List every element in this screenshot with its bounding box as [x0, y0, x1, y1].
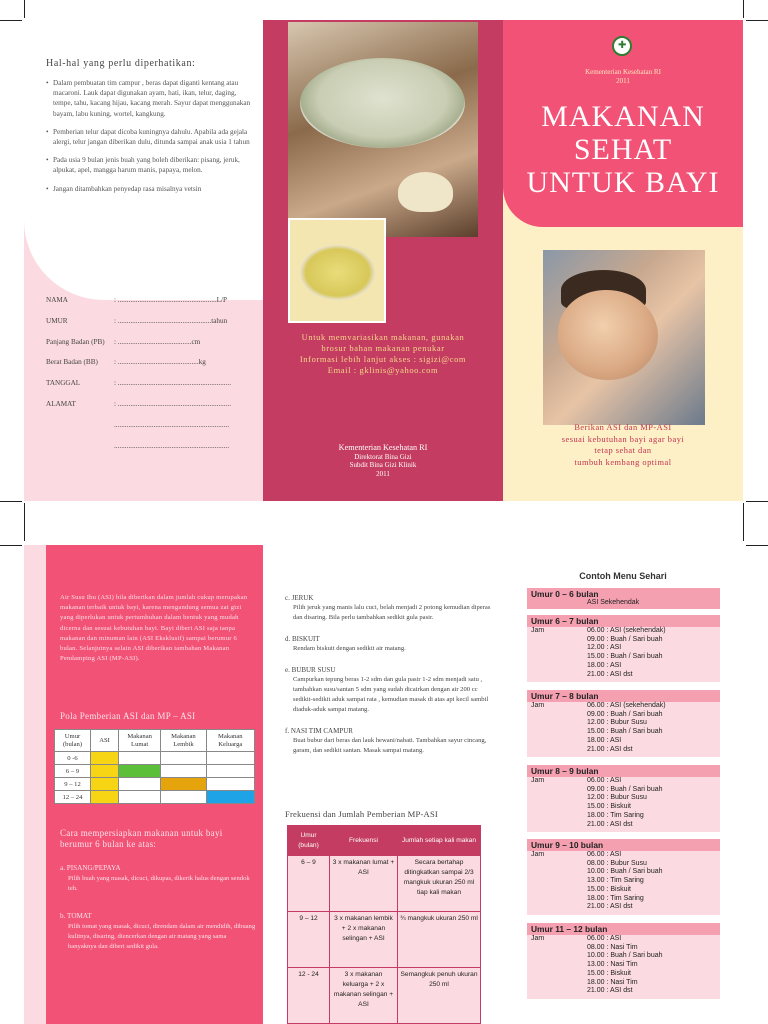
- menu-line: 06.00 : ASI: [587, 851, 622, 858]
- middle-back-panel: [263, 20, 503, 501]
- menu-block: [527, 839, 720, 915]
- frek-amount: Semangkuk penuh ukuran 250 ml: [398, 968, 481, 1024]
- form-field-tanggal[interactable]: : ...............................................................: [114, 379, 231, 388]
- baby-photo: [543, 250, 705, 425]
- pola-cell: [206, 778, 254, 791]
- recipe-body: Buat bubur dari beras dan lauk hewani/nabati. Tambahkan sayur cincang, garam, dan sedikit santan. Masak sampai matang.: [293, 737, 487, 754]
- pola-cell: [206, 752, 254, 765]
- crop-mark: [24, 0, 25, 18]
- jam-label: Jam: [531, 935, 545, 942]
- info-text: [271, 332, 495, 376]
- menu-block: [527, 690, 720, 757]
- title-line: MAKANAN: [541, 100, 705, 133]
- recipe-body: Pilih tomat yang masak, dicuci, direndam dalam air mendidih, dibuang kulitnya, disaring, diencerkan dengan air matang yang sama banyaknya dan diberi sedikit gula.: [68, 923, 256, 950]
- crop-mark: [743, 0, 744, 18]
- cover-title: [503, 100, 743, 199]
- crop-mark: [0, 545, 22, 546]
- menu-line: 08.00 : Bubur Susu: [587, 859, 647, 867]
- pola-title: Pola Pemberian ASI dan MP – ASI: [60, 711, 196, 721]
- menu-block-body: [527, 627, 720, 682]
- frek-age: 9 – 12: [288, 912, 330, 968]
- cover-year: 2011: [616, 76, 630, 85]
- frek-freq: 3 x makanan lembik + 2 x makanan selingan + ASI: [330, 912, 398, 968]
- menu-line: 15.00 : Biskuit: [587, 969, 631, 977]
- form-field-alamat-2[interactable]: ................................................................: [114, 420, 229, 429]
- menu-line: 18.00 : Nasi Tim: [587, 978, 638, 986]
- asi-intro: Air Susu Ibu (ASI) bila diberikan dalam jumlah cukup merupakan makanan terbaik untuk bayi, karena mengandung semua zat gizi yang diperlukan untuk pertumbuhan dalam bentuk yang mudah dicerna dan sesuai kebutuhan bayi. Bayi diberi ASI saja tanpa makanan dan minuman lain (ASI Eksklusif) sampai berumur 6 bulan. Selanjutnya selain ASI diberikan tambahan Makanan Pendamping ASI (MP-ASI).: [60, 594, 248, 663]
- note-item: • Pemberian telur dapat dicoba kuningnya dahulu. Apabila ada gejala alergi, telur jangan diberikan dulu, ditunda sampai anak usia 1 tahun: [46, 127, 256, 147]
- jam-label: Jam: [531, 777, 545, 784]
- menu-block-header: [527, 765, 720, 777]
- puree-shape: [300, 245, 375, 300]
- pola-header: Makanan Keluarga: [206, 730, 254, 752]
- notes-heading: Hal-hal yang perlu diperhatikan:: [46, 58, 196, 69]
- pola-cell: [119, 778, 161, 791]
- inner-left-panel: [24, 545, 263, 1024]
- pola-age: 9 – 12: [55, 778, 91, 791]
- crop-mark: [746, 501, 768, 502]
- title-line: SEHAT: [573, 133, 673, 166]
- recipe-body: Rendam biskuit dengan sedikit air matang.: [293, 645, 406, 652]
- form-field-bb[interactable]: : .............................................kg: [114, 358, 206, 367]
- menu-age: Umur 9 – 10 bulan: [531, 840, 604, 850]
- publisher-block: [271, 444, 495, 478]
- frek-age: 12 - 24: [288, 968, 330, 1024]
- pola-cell-lembik: [161, 778, 206, 791]
- menu-line: 13.00 : Tim Saring: [587, 877, 644, 885]
- menu-line: 12.00 : Bubur Susu: [587, 719, 647, 727]
- cover-panel: [503, 20, 743, 501]
- menu-line: 21.00 : ASI dst: [587, 987, 633, 995]
- menu-block-header: [527, 923, 720, 935]
- menu-line: 15.00 : Buah / Sari buah: [587, 653, 663, 661]
- form-field-alamat[interactable]: : ...............................................................: [114, 399, 231, 408]
- cover-ministry: [503, 68, 743, 85]
- crop-mark: [0, 501, 22, 502]
- recipe-body: Pilih jeruk yang manis lalu cuci, belah menjadi 2 potong kemudian diperas dan disaring. Bila perlu tambahkan sedikit gula pasir.: [293, 604, 491, 621]
- note-item: • Pada usia 9 bulan jenis buah yang boleh diberikan: pisang, jeruk, alpukat, apel, mangga harum manis, papaya, melon.: [46, 155, 256, 175]
- caption-line: tumbuh kembang optimal: [574, 457, 672, 467]
- pola-cell: [161, 791, 206, 804]
- recipe-body: Pilih buah yang masak, dicuci, dikupas, dikerik halus dengan sendok teh.: [68, 875, 250, 892]
- publisher-year: 2011: [376, 469, 390, 478]
- cover-header: [503, 20, 743, 227]
- frek-freq: 3 x makanan lumat + ASI: [330, 856, 398, 912]
- menu-line: 08.00 : Nasi Tim: [587, 943, 638, 951]
- form-label-umur: UMUR: [46, 316, 68, 325]
- form-field-umur[interactable]: : ....................................................tahun: [114, 316, 228, 325]
- menu-age: Umur 6 – 7 bulan: [531, 616, 599, 626]
- menu-block-body: [527, 777, 720, 832]
- pola-table: [54, 729, 255, 804]
- menu-panel: [503, 545, 743, 1024]
- menu-line: 15.00 : Biskuit: [587, 803, 631, 811]
- menu-line: 10.00 : Buah / Sari buah: [587, 868, 663, 876]
- form-field-nama[interactable]: : .......................................................L/P: [114, 296, 228, 304]
- menu-block-header: [527, 690, 720, 702]
- caption-line: sesuai kebutuhan bayi agar bayi: [561, 434, 685, 444]
- form-field-pb[interactable]: : .........................................cm: [114, 337, 201, 346]
- menu-block-header: [527, 588, 720, 609]
- baby-food-photo: [288, 218, 386, 323]
- recipe-heading: d. BISKUIT: [285, 635, 320, 643]
- info-email[interactable]: Email : gklinis@yahoo.com: [327, 365, 439, 375]
- menu-line: 13.00 : Nasi Tim: [587, 961, 638, 969]
- menu-block: [527, 588, 720, 609]
- crop-mark: [24, 503, 25, 541]
- pola-cell: [119, 752, 161, 765]
- recipe-body: Campurkan tepung beras 1-2 sdm dan gula pasir 1-2 sdm menjadi satu , tambahkan susu/santan 5 sdm yang sudah dicairkan dengan air 200 cc sedikit-sedikit aduk sampai rata , kemudian masak di atas api kecil sambil diaduk-aduk sampai matang.: [293, 676, 489, 713]
- frek-amount: Secara bertahap ditingkatkan sampai 2/3 mangkuk ukuran 250 ml tiap kali makan: [398, 856, 481, 912]
- panel-edge: [24, 545, 46, 1024]
- patient-form: [46, 296, 260, 462]
- frek-amount: ¾ mangkuk ukuran 250 ml: [398, 912, 481, 968]
- pola-age: 0 -6: [55, 752, 91, 765]
- menu-line: 18.00 : Tim Saring: [587, 894, 644, 902]
- caption-line: tetap sehat dan: [594, 446, 652, 455]
- pola-cell-asi: [91, 752, 119, 765]
- soup-bowl-photo: [288, 22, 478, 237]
- menu-block-header: [527, 839, 720, 851]
- recipe-heading: f. NASI TIM CAMPUR: [285, 727, 353, 735]
- crop-mark: [0, 20, 22, 21]
- form-label-nama: NAMA: [46, 296, 68, 304]
- form-label-bb: Berat Badan (BB): [46, 358, 98, 367]
- form-label-pb: Panjang Badan (PB): [46, 337, 105, 346]
- dumpling-shape: [398, 172, 453, 212]
- menu-line: 12.00 : Bubur Susu: [587, 794, 647, 802]
- pola-header: Makanan Lembik: [161, 730, 206, 752]
- publisher-line: Subdit Bina Gizi Klinik: [349, 461, 417, 469]
- menu-block-body: [527, 702, 720, 757]
- pola-cell-asi: [91, 765, 119, 778]
- menu-line: 10.00 : Buah / Sari buah: [587, 952, 663, 960]
- menu-block: [527, 923, 720, 999]
- menu-line: 06.00 : ASI (sekehendak): [587, 702, 666, 709]
- pola-header: Makanan Lumat: [119, 730, 161, 752]
- menu-line: 09.00 : Buah / Sari buah: [587, 785, 663, 793]
- menu-line: 21.00 : ASI dst: [587, 745, 633, 753]
- back-panel: [24, 20, 263, 501]
- menu-note: ASI Sekehendak: [587, 599, 640, 606]
- frek-header: Jumlah setiap kali makan: [398, 826, 481, 856]
- menu-block-body: [527, 851, 720, 915]
- menu-line: 18.00 : ASI: [587, 661, 622, 669]
- crop-mark: [743, 503, 744, 541]
- info-line: brosur bahan makanan penukar: [321, 343, 445, 353]
- recipe-heading: c. JERUK: [285, 594, 314, 602]
- pola-age: 12 – 24: [55, 791, 91, 804]
- inner-middle-panel: [263, 545, 503, 1024]
- jam-label: Jam: [531, 702, 545, 709]
- info-line: Informasi lebih lanjut akses : sigizi@com: [299, 354, 467, 364]
- notes-list: [46, 78, 256, 202]
- menu-block: [527, 615, 720, 682]
- menu-line: 15.00 : Buah / Sari buah: [587, 728, 663, 736]
- menu-block-header: [527, 615, 720, 627]
- recipe-heading: b. TOMAT: [60, 912, 92, 920]
- frek-freq: 3 x makanan keluarga + 2 x makanan selingan + ASI: [330, 968, 398, 1024]
- caption-line: Berikan ASI dan MP-ASI: [574, 423, 672, 432]
- pola-header: Umur (bulan): [55, 730, 91, 752]
- note-item: • Jangan ditambahkan penyedap rasa misalnya vetsin: [46, 184, 256, 194]
- info-line: Untuk memvariasikan makanan, gunakan: [301, 332, 465, 342]
- pola-cell: [119, 791, 161, 804]
- jam-label: Jam: [531, 851, 545, 858]
- baby-face-shape: [558, 290, 658, 380]
- recipe-list: [285, 593, 497, 767]
- cara-list: [60, 863, 256, 969]
- recipe-heading: e. BUBUR SUSU: [285, 666, 336, 674]
- pola-age: 6 – 9: [55, 765, 91, 778]
- cara-title: Cara mempersiapkan makanan untuk bayi berumur 6 bulan ke atas:: [60, 828, 223, 849]
- pola-header: ASI: [91, 730, 119, 752]
- frek-header: Frekuensi: [330, 826, 398, 856]
- note-item: • Dalam pembuatan tim campur , beras dapat diganti kentang atau macaroni. Lauk dapat digunakan ayam, hati, ikan, telur, daging, tempe, tahu, kacang hijau, kacang merah. Sayur dapat menggunakan bayam, labu kuning, wortel, kangkung.: [46, 78, 256, 119]
- publisher-line: Kementerian Kesehatan RI: [338, 443, 428, 452]
- frek-table: [287, 825, 481, 1024]
- crop-mark: [746, 20, 768, 21]
- menu-line: 21.00 : ASI dst: [587, 820, 633, 828]
- pola-cell-asi: [91, 791, 119, 804]
- pola-cell: [161, 752, 206, 765]
- menu-line: 15.00 : Biskuit: [587, 885, 631, 893]
- menu-line: 06.00 : ASI: [587, 777, 622, 784]
- pola-cell-keluarga: [206, 791, 254, 804]
- menu-age: Umur 7 – 8 bulan: [531, 691, 599, 701]
- pola-cell-lumat: [119, 765, 161, 778]
- form-label-alamat: ALAMAT: [46, 399, 76, 408]
- menu-block-body: [527, 935, 720, 999]
- menu-line: 09.00 : Buah / Sari buah: [587, 710, 663, 718]
- ministry-logo-icon: ✚: [612, 36, 632, 56]
- menu-title: Contoh Menu Sehari: [579, 571, 667, 581]
- recipe-heading: a. PISANG/PEPAYA: [60, 864, 121, 872]
- menu-line: 06.00 : ASI (sekehendak): [587, 627, 666, 634]
- bowl-shape: [300, 58, 465, 148]
- jam-label: Jam: [531, 627, 545, 634]
- frek-header: Umur (bulan): [288, 826, 330, 856]
- menu-block: [527, 765, 720, 832]
- form-field-alamat-3[interactable]: ................................................................: [114, 441, 229, 450]
- menu-line: 12.00 : ASI: [587, 644, 622, 652]
- menu-age: Umur 0 – 6 bulan: [531, 589, 599, 599]
- menu-line: 09.00 : Buah / Sari buah: [587, 635, 663, 643]
- pola-cell-asi: [91, 778, 119, 791]
- menu-line: 21.00 : ASI dst: [587, 903, 633, 911]
- publisher-line: Direktorat Bina Gizi: [354, 452, 412, 461]
- form-label-tanggal: TANGGAL: [46, 379, 81, 388]
- pola-cell: [161, 765, 206, 778]
- menu-line: 06.00 : ASI: [587, 935, 622, 942]
- pola-cell: [206, 765, 254, 778]
- menu-age: Umur 11 – 12 bulan: [531, 924, 608, 934]
- frek-title: Frekuensi dan Jumlah Pemberian MP-ASI: [285, 809, 438, 819]
- title-line: UNTUK BAYI: [526, 166, 720, 199]
- menu-line: 21.00 : ASI dst: [587, 670, 633, 678]
- menu-line: 18.00 : Tim Saring: [587, 811, 644, 819]
- menu-line: 18.00 : ASI: [587, 736, 622, 744]
- crop-mark: [746, 545, 768, 546]
- cover-caption: [503, 422, 743, 468]
- menu-age: Umur 8 – 9 bulan: [531, 766, 599, 776]
- cover-ministry-name: Kementerian Kesehatan RI: [585, 68, 661, 76]
- frek-age: 6 – 9: [288, 856, 330, 912]
